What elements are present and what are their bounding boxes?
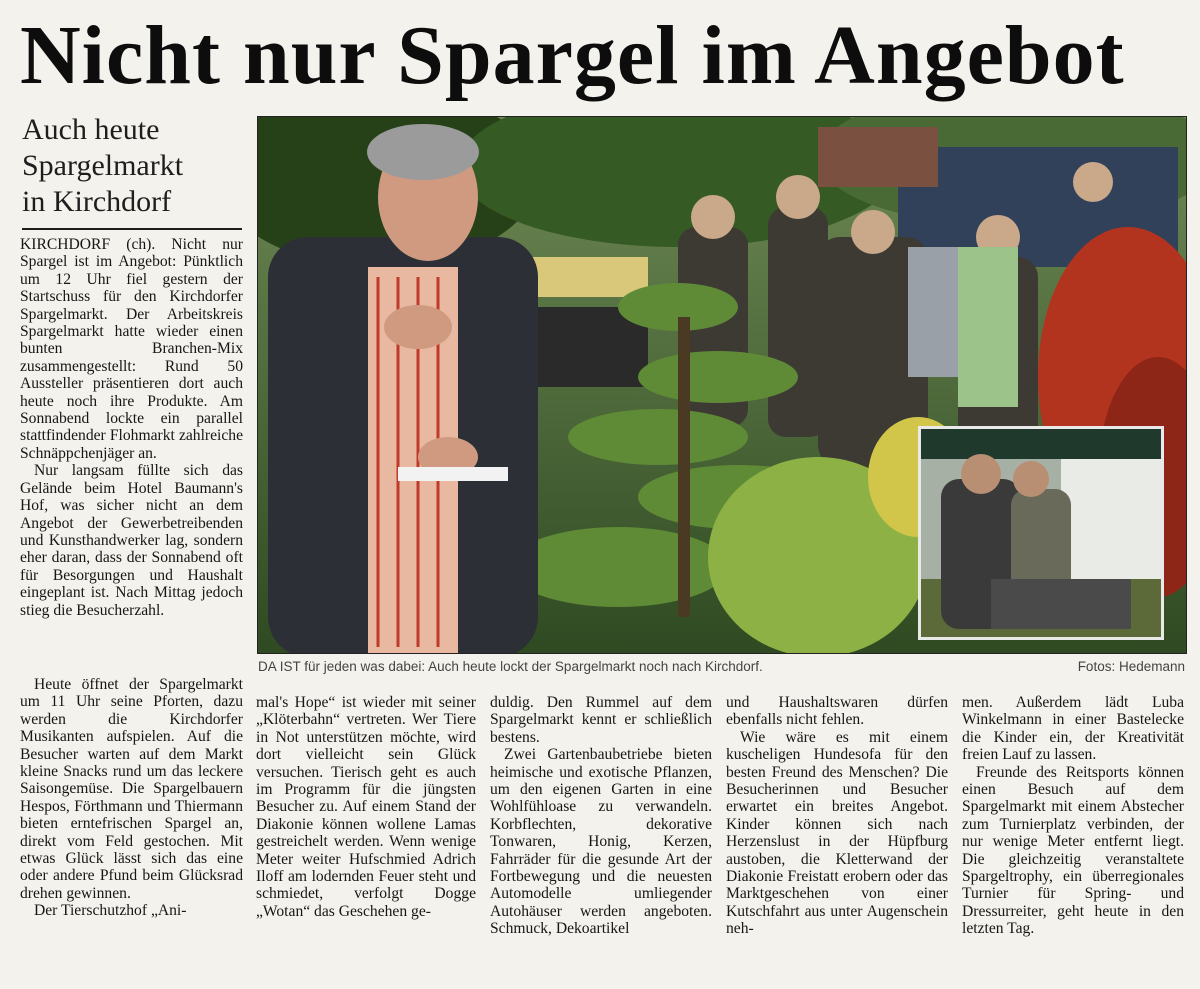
inset-photo-illustration xyxy=(921,429,1161,637)
subheadline-line: Auch heute xyxy=(22,113,160,146)
paragraph: Der Tierschutzhof „Ani- xyxy=(34,902,187,920)
text-column-1-bottom xyxy=(20,676,243,920)
paragraph: KIRCHDORF (ch). Nicht nur Spargel ist im Angebot: Pünktlich um 12 Uhr fiel gestern der Startschuss für den Kirchdorfer Spargelmarkt. Der Arbeitskreis Spargelmarkt hatte wieder einen bunten Branchen-Mix zusammengestellt: Rund 50 Aussteller präsentieren dort auch heute noch ihre Produkte. Am Sonnabend lockte ein parallel stattfindender Flohmarkt zahlreiche Schnäppchenjäger an. xyxy=(20,236,243,462)
paragraph: Nur langsam füllte sich das Gelände beim Hotel Baumann's Hof, was sicher nicht an dem Angebot der Gewerbetreibenden und Kunsthandwerker lag, sondern eher daran, dass der Sonnabend oft für Besorgungen und Haushalt eingeplant ist. Nach Mittag jedoch stieg die Besucherzahl. xyxy=(20,462,243,619)
subheadline xyxy=(22,112,242,220)
headline: Nicht nur Spargel im Angebot xyxy=(20,9,1125,102)
paragraph: men. Außerdem lädt Luba Winkelmann in einer Bastelecke die Kinder ein, der Kreativität freien Lauf zu lassen. xyxy=(962,694,1184,764)
subheadline-rule xyxy=(22,228,242,230)
photo-credit: Fotos: Hedemann xyxy=(1077,659,1185,674)
paragraph: Wie wäre es mit einem kuscheligen Hundesofa für den besten Freund des Menschen? Die Besucherinnen und Besucher erwartet ein breites Angebot. Kinder können sich nach Herzenslust in der Hüpfburg austoben, die Kletterwand der Diakonie Freistatt erobern oder das Marktgeschehen von einer Kutschfahrt aus unter Augenschein neh- xyxy=(726,728,948,938)
text-column-1-top xyxy=(20,236,243,619)
paragraph: Zwei Gartenbaubetriebe bieten heimische und exotische Pflanzen, um den eigenen Garten in eine Wohlfühloase zu verwandeln. Korbflechten, dekorative Tonwaren, Honig, Kerzen, Fahrräder für die gesunde Art der Fortbewegung und die neuesten Automodelle umliegender Autohäuser werden angeboten. Schmuck, Dekoartikel xyxy=(490,746,712,938)
paragraph: duldig. Den Rummel auf dem Spargelmarkt kennt er schließlich bestens. xyxy=(490,694,712,746)
text-column-2 xyxy=(256,694,476,920)
photo-caption: DA IST für jeden was dabei: Auch heute lockt der Spargelmarkt noch nach Kirchdorf. xyxy=(258,659,763,674)
paragraph: Freunde des Reitsports können einen Besuch auf dem Spargelmarkt mit einem Abstecher zum Turnierplatz verbinden, der nur wenige Meter entfernt liegt. Die gleichzeitig veranstaltete Spargeltrophy, ein überregionales Turnier für Spring- und Dressurreiter, geht heute in den letzten Tag. xyxy=(962,763,1184,938)
text-column-5 xyxy=(962,694,1184,938)
subheadline-line: Spargelmarkt xyxy=(22,149,184,182)
paragraph: Heute öffnet der Spargelmarkt um 11 Uhr seine Pforten, dazu werden die Kirchdorfer Musikanten aufspielen. Auf die Besucher warten auf dem Markt kleine Snacks rund um das leckere Saisongemüse. Die Spargelbauern Hespos, Förthmann und Thiermann bieten erntefrischen Spargel an, direkt vom Feld gestochen. Mit etwas Glück lässt sich das eine oder andere Pfund beim Glücksrad drehen gewinnen. xyxy=(20,676,243,902)
inset-photo-farrier xyxy=(918,426,1164,640)
text-column-4 xyxy=(726,694,948,938)
paragraph: mal's Hope“ ist wieder mit seiner „Klöterbahn“ vertreten. Wer Tiere in Not unterstützen möchte, wird dort vielleicht sein Glück versuchen. Tierisch geht es auch im Programm für die jüngsten Besucher zu. Auf einem Stand der Diakonie können wollene Lamas gestreichelt werden. Wenn wenige Meter weiter Hufschmied Adrich Iloff am lodernden Feuer steht und schmiedet, verfolgt Dogge „Wotan“ das Geschehen ge- xyxy=(256,694,476,920)
subheadline-line: in Kirchdorf xyxy=(22,185,172,218)
text-column-3 xyxy=(490,694,712,938)
paragraph: und Haushaltswaren dürfen ebenfalls nicht fehlen. xyxy=(726,694,948,729)
